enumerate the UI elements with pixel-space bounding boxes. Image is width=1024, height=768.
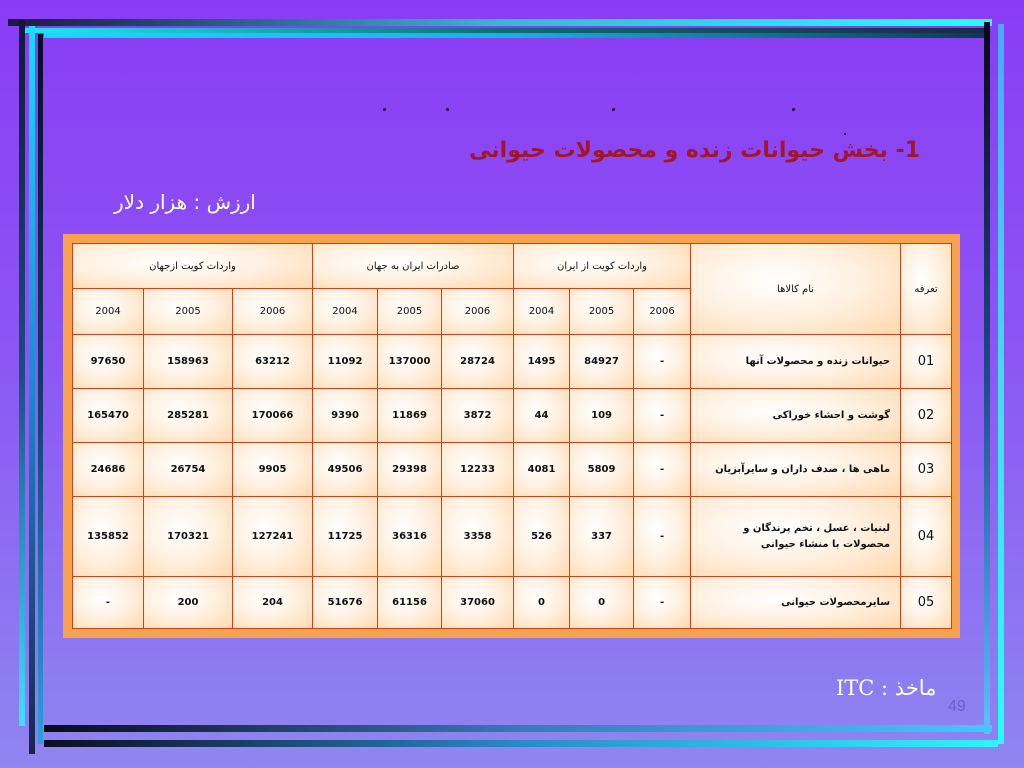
cell-value: - [634, 497, 691, 577]
header-kuwait-imports-from-world: واردات کویت ازجهان [73, 244, 313, 289]
table-row [73, 389, 952, 443]
table-row [73, 497, 952, 577]
cell-value: 11869 [378, 389, 442, 443]
cell-value: 1495 [514, 335, 570, 389]
cell-value: 3358 [442, 497, 514, 577]
cell-value: 51676 [313, 577, 378, 629]
cell-value: 158963 [144, 335, 233, 389]
cell-value: 11092 [313, 335, 378, 389]
cell-value: 200 [144, 577, 233, 629]
goods-name: سایرمحصولات حیوانی [691, 577, 901, 629]
unit-label: ارزش : هزار دلار [114, 190, 256, 214]
frame-bar-left-cyan [29, 26, 35, 754]
header-year: 2004 [514, 289, 570, 335]
cell-value: 127241 [233, 497, 313, 577]
data-table-frame [63, 234, 960, 638]
cell-value: 165470 [73, 389, 144, 443]
tariff-code: 02 [901, 389, 952, 443]
cell-value: 337 [570, 497, 634, 577]
frame-bar-top-inner2 [44, 33, 984, 38]
table-row [73, 577, 952, 629]
cell-value: 170066 [233, 389, 313, 443]
cell-value: 28724 [442, 335, 514, 389]
decor-dot [792, 108, 795, 111]
table-row [73, 335, 952, 389]
header-year: 2005 [378, 289, 442, 335]
cell-value: 135852 [73, 497, 144, 577]
cell-value: 49506 [313, 443, 378, 497]
frame-bar-bottom [44, 725, 992, 732]
header-year: 2004 [313, 289, 378, 335]
header-year: 2006 [634, 289, 691, 335]
cell-value: 526 [514, 497, 570, 577]
cell-value: 9905 [233, 443, 313, 497]
cell-value: - [634, 577, 691, 629]
cell-value: 44 [514, 389, 570, 443]
decor-dot [383, 108, 386, 111]
source-label: ماخذ : ITC [836, 676, 937, 700]
cell-value: 109 [570, 389, 634, 443]
decor-dot [612, 108, 615, 111]
header-kuwait-imports-from-iran: واردات کویت از ایران [514, 244, 691, 289]
header-year: 2006 [442, 289, 514, 335]
tariff-code: 01 [901, 335, 952, 389]
goods-name: ماهی ها ، صدف داران و سایرآبزیان [691, 443, 901, 497]
header-year: 2006 [233, 289, 313, 335]
cell-value: 12233 [442, 443, 514, 497]
cell-value: - [634, 443, 691, 497]
frame-bar-left-inner [38, 34, 43, 744]
header-goods-name: نام کالاها [691, 244, 901, 335]
cell-value: - [634, 389, 691, 443]
trade-table [72, 243, 952, 629]
cell-value: 24686 [73, 443, 144, 497]
cell-value: 37060 [442, 577, 514, 629]
frame-bar-bottom-cyan [44, 740, 998, 747]
cell-value: - [634, 335, 691, 389]
cell-value: 26754 [144, 443, 233, 497]
cell-value: 11725 [313, 497, 378, 577]
header-tariff: تعرفه [901, 244, 952, 335]
header-iran-exports-to-world: صادرات ایران به جهان [313, 244, 514, 289]
table-row [73, 443, 952, 497]
cell-value: 29398 [378, 443, 442, 497]
cell-value: 5809 [570, 443, 634, 497]
frame-bar-right-cyan [998, 24, 1004, 744]
goods-name: لبنیات ، عسل ، تخم پرندگان و محصولات با منشاء حیوانی [691, 497, 901, 577]
tariff-code: 03 [901, 443, 952, 497]
goods-name: حیوانات زنده و محصولات آنها [691, 335, 901, 389]
decor-dot [844, 133, 846, 135]
tariff-code: 05 [901, 577, 952, 629]
cell-value: 0 [514, 577, 570, 629]
cell-value: 204 [233, 577, 313, 629]
cell-value: 9390 [313, 389, 378, 443]
goods-name: گوشت و احشاء خوراکی [691, 389, 901, 443]
cell-value: 0 [570, 577, 634, 629]
cell-value: 4081 [514, 443, 570, 497]
frame-bar-left [19, 20, 25, 726]
header-year: 2005 [570, 289, 634, 335]
cell-value: 170321 [144, 497, 233, 577]
page-number: 49 [948, 698, 966, 715]
cell-value: 97650 [73, 335, 144, 389]
tariff-code: 04 [901, 497, 952, 577]
cell-value: 137000 [378, 335, 442, 389]
header-year: 2005 [144, 289, 233, 335]
slide-title: 1- بخش حیوانات زنده و محصولات حیوانی [469, 138, 920, 163]
frame-bar-right [984, 22, 990, 734]
cell-value: 3872 [442, 389, 514, 443]
header-year: 2004 [73, 289, 144, 335]
cell-value: 63212 [233, 335, 313, 389]
cell-value: 61156 [378, 577, 442, 629]
cell-value: 285281 [144, 389, 233, 443]
decor-dot [446, 108, 449, 111]
cell-value: - [73, 577, 144, 629]
frame-bar-top [8, 19, 992, 26]
cell-value: 36316 [378, 497, 442, 577]
cell-value: 84927 [570, 335, 634, 389]
